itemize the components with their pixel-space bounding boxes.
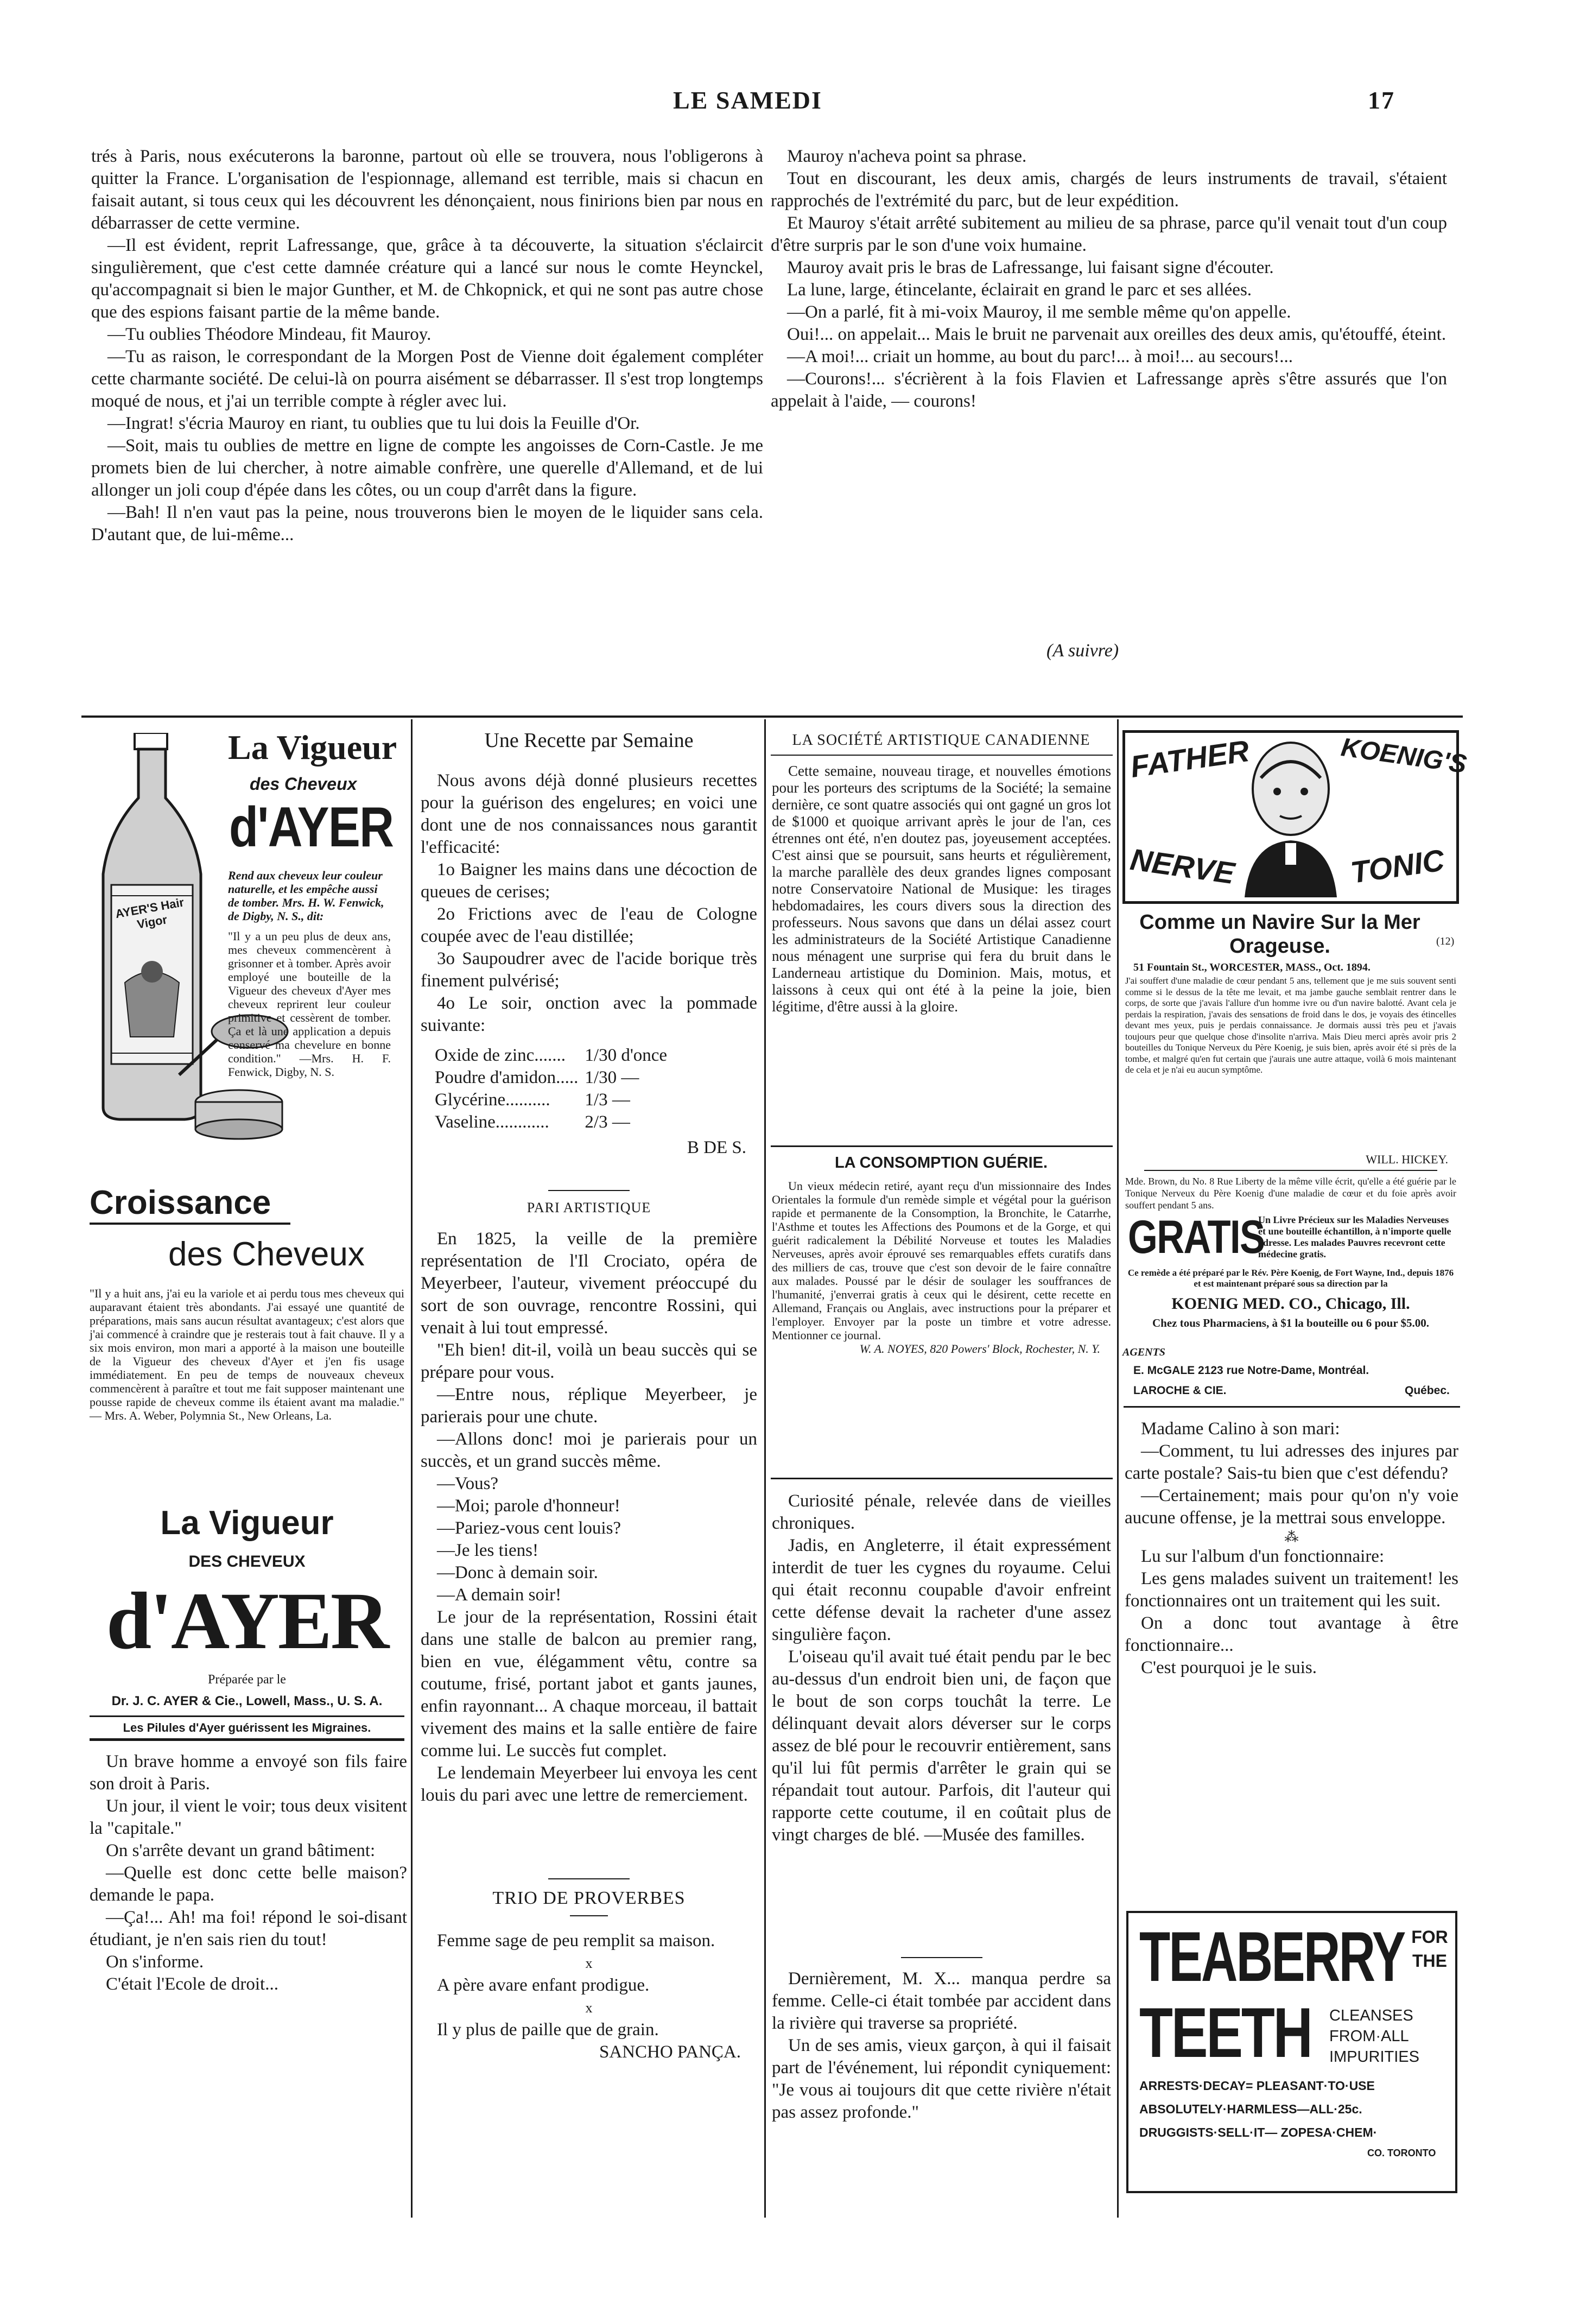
column-rule [411, 719, 413, 2218]
paragraph: La lune, large, étincelante, éclairait en grand le parc et ses allées. [787, 280, 1252, 300]
separator: x [585, 2000, 593, 2016]
paragraph: Dernièrement, M. X... manqua perdre sa femme. Celle-ci était tombée par accident dans la rivière qui traverse sa propriété. [772, 1969, 1111, 2033]
table-cell: Poudre d'amidon..... [435, 1068, 579, 1087]
paragraph: —Soit, mais tu oublies de mettre en ligne de compte les angoisses de Corn-Castle. Je me promets bien de lui chercher, à notre aimable confrère, une querelle d'Allemand, et de lui allonger un joli coup d'épée dans les côtes, ou un coup d'arrêt dans la figure. [91, 436, 763, 500]
paragraph: —Tu oublies Théodore Mindeau, fit Mauroy. [107, 325, 432, 344]
ayer-title: La Vigueur [228, 728, 397, 767]
paragraph: 3o Saupoudrer avec de l'acide borique très finement pulvérisé; [421, 949, 757, 991]
koenig-banner-nerve: NERVE [1128, 841, 1237, 891]
curiosite-article [772, 1490, 1111, 1846]
koenig-banner-tonic: TONIC [1348, 843, 1447, 890]
ayer-testimonial: "Il y a huit ans, j'ai eu la variole et ai perdu tous mes cheveux qui auparavant étaient très abondants. J'ai essayé une quantité de préparations, mais sans aucun résultat avantageux; c'est alors que j'ai commencé à craindre que je resterais tout à fait chauve. Il y a six mois environ, mon mari a apporté à la maison une bouteille de la Vigueur des cheveux d'Ayer et j'en fis usage immédiatement. En peu de temps de nouveaux cheveux commencèrent à paraître et tout me fait supposer maintenant une pousse rapide de cheveux comme ils étaient avant ma maladie." — Mrs. A. Weber, Polymnia St., New Orleans, La. [90, 1287, 404, 1422]
bottle-label: AYER'S Hair Vigor [114, 895, 185, 932]
pari-title: PARI ARTISTIQUE [526, 1200, 651, 1215]
paragraph: —Allons donc! moi je parierais pour un succès, et un grand succès même. [421, 1429, 757, 1471]
paragraph: C'était l'Ecole de droit... [106, 1974, 278, 1994]
section-divider [548, 1878, 630, 1879]
teaberry-word: TEABERRY [1139, 1917, 1405, 1996]
consomption-title: LA CONSOMPTION GUÉRIE. [834, 1154, 1048, 1172]
section-divider [81, 715, 1463, 718]
ad-divider [90, 1715, 404, 1717]
koenig-headline: Comme un Navire Sur la Mer Orageuse. [1139, 911, 1420, 958]
paragraph: —Ça!... Ah! ma foi! répond le soi-disant étudiant, je n'en sais rien du tout! [90, 1908, 407, 1949]
section-divider [901, 1957, 982, 1958]
title-rule [771, 755, 1113, 756]
teaberry-line-2: ABSOLUTELY·HARMLESS—ALL·25c. [1139, 2102, 1362, 2116]
consomption-body [772, 1179, 1111, 1356]
ayer-title-2: La Vigueur [160, 1504, 334, 1542]
table-cell: Oxide de zinc....... [435, 1046, 566, 1065]
koenig-banner-koenigs: KOENIG'S [1339, 733, 1469, 779]
koenig-company: KOENIG MED. CO., Chicago, Ill. [1171, 1295, 1410, 1313]
ayer-prepared: Préparée par le [208, 1673, 286, 1687]
paragraph: L'oiseau qu'il avait tué était pendu par le bec au-dessus d'un endroit bien uni, de façon que le bout de son corps touchât la terre. Le délinquant devait alors déverser sur le corps assez de blé pour le recouvrir entièrement, sans qu'il lui fût permis d'arrêter le grain qui se répandait tout autour. Parfois, dit l'auteur qui rapporte cette coutume, il en coûtait plus de vingt charges de blé. —Musée des familles. [772, 1647, 1111, 1845]
paragraph: Cette semaine, nouveau tirage, et nouvelles émotions pour les porteurs des scriptums de la Société; la semaine dernière, ce sont quatre associés qui ont gagné un gros lot de $1000 et quoique arrivant après le jour de l'an, ces étrennes ont été, n'en doutez pas, joyeusement acceptées. C'est ainsi que se poursuit, sans heurts et régulièrement, la marche parallèle des deux grandes lignes composant notre Conservatoire National de Musique: les tirages hebdomadaires, les cours divers sous la direction des professeurs. Nous savons que dans un délai assez court les administrateurs de la Société Artistique Canadienne nous ménagent une surprise qui fera du bruit dans le Landerneau artistique du Dominion. Mais, motus, et laissons à ceux qui ont été à la peine la joie, bien légitime, d'être aussi à la gloire. [772, 763, 1111, 1015]
koenig-agents-label: AGENTS [1122, 1346, 1165, 1358]
koenig-second-testimonial: Mde. Brown, du No. 8 Rue Liberty de la même ville écrit, qu'elle a été guérie par le Tonique Nerveux du Père Koenig d'une maladie de cœur et du foie après avoir souffert pendant 5 ans. [1125, 1176, 1456, 1211]
ayer-pills: Les Pilules d'Ayer guérissent les Migraines. [123, 1721, 371, 1734]
column-rule [1117, 719, 1119, 2218]
ayer-quote: "Il y a un peu plus de deux ans, mes cheveux commencèrent à grisonner et à tomber. Après avoir employé une bouteille de la Vigueur des cheveux d'Ayer mes cheveux reprirent leur couleur primitive et cessèrent de tomber. Ça et là une application a depuis conservé ma chevelure en bonne condition." —Mrs. H. F. Fenwick, Digby, N. S. [228, 929, 391, 1079]
paragraph: On a donc tout avantage à être fonctionnaire... [1125, 1613, 1458, 1655]
table-row [432, 1067, 670, 1089]
koenig-prep: Ce remède a été préparé par le Rév. Père Koenig, de Fort Wayne, Ind., depuis 1876 et est maintenant préparé sous sa direction par la [1127, 1268, 1454, 1289]
recette-table [432, 1044, 670, 1133]
page-number: 17 [1368, 86, 1395, 114]
page-header-title: LE SAMEDI [673, 86, 822, 114]
teaberry-line-1: ARRESTS·DECAY= PLEASANT·TO·USE [1139, 2079, 1375, 2093]
ayer-subtitle: des Cheveux [250, 774, 357, 794]
section-divider [1124, 1406, 1460, 1408]
paragraph: Le jour de la représentation, Rossini était dans une stalle de balcon au premier rang, bien en vue, élégamment vêtu, contre sa coutume, frisé, portant jabot et gants jaunes, enfin rayonnant... A chaque morceau, il battait vivement des mains et la salle entière de faire comme lui. Le succès fut complet. [421, 1607, 757, 1761]
top-right-column [771, 145, 1447, 413]
proverb: A père avare enfant prodigue. [437, 1975, 650, 1995]
teaberry-teeth: TEETH [1139, 1993, 1311, 2072]
ad-divider [1144, 1170, 1437, 1171]
ad-divider [90, 1738, 404, 1741]
teaberry-for-the: FOR THE [1411, 1927, 1448, 1971]
croissance-heading: Croissance [90, 1184, 271, 1221]
teaberry-line-4: CO. TORONTO [1367, 2148, 1436, 2158]
paragraph: —Pariez-vous cent louis? [437, 1518, 621, 1538]
paragraph: —Courons!... s'écrièrent à la fois Flavien et Lafressange après s'être assurés que l'on appelait à l'aide, — courons! [771, 369, 1447, 411]
paragraph: Jadis, en Angleterre, il était expressément interdit de tuer les cygnes du royaume. Celui qui était reconnu coupable d'avoir enfreint cette défense devait la racheter d'une assez singulière façon. [772, 1536, 1111, 1644]
recette-title: Une Recette par Semaine [484, 729, 694, 752]
koenig-gratis: GRATIS [1128, 1211, 1265, 1263]
ayer-brand: d'AYER [229, 796, 394, 859]
recette-signature: B DE S. [687, 1138, 746, 1157]
paragraph: Le lendemain Meyerbeer lui envoya les cent louis du pari avec une lettre de remerciement. [421, 1763, 757, 1805]
section-divider [548, 1190, 630, 1191]
paragraph: Un de ses amis, vieux garçon, à qui il faisait part de l'événement, lui répondit cyniquement: "Je vous ai toujours dit que cette rivière n'était pas assez profonde." [772, 2036, 1111, 2122]
paragraph: —Bah! Il n'en vaut pas la peine, nous trouverons bien le moyen de le liquider sans cela. D'autant que, de lui-même... [91, 503, 763, 544]
paragraph: On s'informe. [106, 1952, 204, 1972]
paragraph: Mauroy avait pris le bras de Lafressange, lui faisant signe d'écouter. [787, 258, 1274, 277]
ayer-maker: Dr. J. C. AYER & Cie., Lowell, Mass., U. S. A. [111, 1694, 383, 1708]
teaberry-advertisement [1126, 1911, 1457, 2193]
ayer-quote-intro: Rend aux cheveux leur couleur naturelle, et les empêche aussi de tomber. Mrs. H. W. Fenwick, de Digby, N. S., dit: [228, 869, 384, 923]
societe-title: LA SOCIÉTÉ ARTISTIQUE CANADIENNE [792, 732, 1090, 749]
koenig-agent-2: LAROCHE & CIE. [1133, 1384, 1227, 1397]
teaberry-cleanses: CLEANSES FROM·ALL IMPURITIES [1329, 2007, 1419, 2066]
paragraph: —Entre nous, réplique Meyerbeer, je parierais pour une chute. [421, 1385, 757, 1427]
koenig-num: (12) [1436, 935, 1455, 947]
curiosite-title: Curiosité pénale, relevée dans de vieilles chroniques. [772, 1491, 1111, 1533]
paragraph: Les gens malades suivent un traitement! les fonctionnaires ont un traitement qui les suit. [1125, 1569, 1458, 1611]
paragraph: —Moi; parole d'honneur! [437, 1496, 620, 1516]
heading-underline [90, 1223, 290, 1225]
societe-body [772, 763, 1111, 1015]
paragraph: —Comment, tu lui adresses des injures par carte postale? Sais-tu bien que c'est défendu? [1125, 1441, 1458, 1483]
section-divider [771, 1478, 1113, 1479]
paragraph: —Donc à demain soir. [437, 1563, 598, 1582]
paragraph: —Certainement; mais pour qu'on n'y voie aucune offense, je la mettrai sous enveloppe. [1125, 1486, 1458, 1528]
anecdote-ecole-de-droit [90, 1751, 407, 1996]
proverb: Femme sage de peu remplit sa maison. [437, 1931, 715, 1951]
table-row [432, 1089, 670, 1111]
trio-body [421, 1930, 757, 2063]
paragraph: —Quelle est donc cette belle maison? demande le papa. [90, 1863, 407, 1905]
paragraph: On s'arrête devant un grand bâtiment: [106, 1841, 376, 1860]
teaberry-line-3: DRUGGISTS·SELL·IT— ZOPESA·CHEM· [1139, 2125, 1378, 2139]
paragraph: 1o Baigner les mains dans une décoction de queues de cerises; [421, 860, 757, 902]
separator: x [585, 1955, 593, 1971]
paragraph: —A moi!... criait un homme, au bout du parc!... à moi!... au secours!... [787, 347, 1293, 366]
recette-body [421, 770, 757, 1159]
proverb: Il y plus de paille que de grain. [437, 2020, 659, 2040]
ayer-brand-2: d'AYER [106, 1576, 388, 1666]
paragraph: Lu sur l'album d'un fonctionnaire: [1141, 1547, 1385, 1566]
paragraph: Un brave homme a envoyé son fils faire son droit à Paris. [90, 1752, 407, 1794]
paragraph: —A demain soir! [437, 1585, 562, 1605]
paragraph: 2o Frictions avec de l'eau de Cologne coupée avec de l'eau distillée; [421, 904, 757, 946]
dernierement-article [772, 1968, 1111, 2124]
paragraph: En 1825, la veille de la première représentation de l'Il Crociato, opéra de Meyerbeer, l'auteur, vivement préoccupé du sort de son ouvrage, rencontre Rossini, qui venait à lui tout empressé. [421, 1229, 757, 1338]
koenig-signer: WILL. HICKEY. [1366, 1152, 1448, 1166]
paragraph: Mauroy n'acheva point sa phrase. [787, 147, 1027, 166]
calino-anecdote [1125, 1418, 1458, 1679]
table-cell: Vaseline............ [435, 1112, 549, 1132]
paragraph: —Tu as raison, le correspondant de la Morgen Post de Vienne doit également compléter cette charmante société. De celui-là on pourra aisément se débarrasser. Il s'est trop longtemps moqué de nous, et j'ai un terrible compte à régler avec lui. [91, 347, 763, 411]
section-divider [771, 1145, 1113, 1147]
title-rule [570, 1915, 608, 1916]
koenig-gratis-text: Un Livre Précieux sur les Maladies Nerveuses et une bouteille échantillon, à n'importe quelle adresse. Les malades Pauvres recevront cette médecine gratis. [1258, 1214, 1451, 1259]
paragraph: Tout en discourant, les deux amis, chargés de leurs instruments de travail, s'étaient rapprochés de l'extrémité du parc, but de leur expédition. [771, 169, 1447, 211]
koenig-body: J'ai souffert d'une maladie de cœur pendant 5 ans, tellement que je me suis souvent senti comme si le dessus de la tête me levait, et ma jambe gauche semblait rentrer dans le corps, de sorte que j'avais l'allure d'un homme ivre ou d'un navire balotté. Avant cela je perdais la respiration, j'avais des sensations de froid dans le dos, je voyais des étincelles devant mes yeux, puis je perdais connaissance. Je dormais aussi très peu et j'avais toujours peur que quelque chose d'insolite n'arriva. Mais Dieu merci après avoir pris 2 bouteilles du Tonique Nerveux du Père Koenig, je suis bien, après avoir été si près de la tombe, et malgré qu'en fut certain que j'aurais une autre attaque, voilà 6 mois maintenant de cela et je n'ai eu aucun symptôme. [1125, 976, 1456, 1075]
a-suivre: (A suivre) [1046, 641, 1119, 661]
koenig-banner-father: FATHER [1128, 733, 1252, 784]
consomption-address: W. A. NOYES, 820 Powers' Block, Rochester, N. Y. [859, 1342, 1100, 1356]
paragraph: —Il est évident, reprit Lafressange, que, grâce à ta découverte, la situation s'éclaircit singulièrement, que c'est cette damnée créature qui a lancé sur nous le comte Heynckel, qu'accompagnait si bien le major Gunther, et M. de Chkopnick, et qui ne sont pas autre chose que des espions faisant partie de la même bande. [91, 236, 763, 322]
ayer-advertisement [87, 727, 407, 1824]
top-left-column [91, 145, 763, 546]
paragraph: trés à Paris, nous exécuterons la baronne, partout où elle se trouvera, nous l'obligerons à quitter la France. L'organisation de l'espionnage, allemand est terrible, mais si chacun en faisait autant, si tous ceux qui les découvrent les dénonçaient, nous finirions bien par nous en débarrasser de cette vermine. [91, 147, 763, 233]
paragraph: —Vous? [437, 1474, 499, 1493]
ayer-subtitle-2: DES CHEVEUX [188, 1553, 306, 1571]
table-cell: 1/30 — [585, 1068, 639, 1087]
table-cell: 1/30 d'once [585, 1046, 668, 1065]
koenig-agent-2-city: Québec. [1405, 1384, 1450, 1397]
table-row [432, 1044, 670, 1067]
paragraph: —Je les tiens! [437, 1541, 538, 1560]
table-cell: Glycérine.......... [435, 1090, 550, 1110]
paragraph: —Ingrat! s'écria Mauroy en riant, tu oublies que tu lui dois la Feuille d'Or. [107, 414, 640, 433]
table-cell: 1/3 — [585, 1090, 630, 1110]
koenig-dateline: 51 Fountain St., WORCESTER, MASS., Oct. 1894. [1133, 961, 1371, 973]
pari-body [421, 1228, 757, 1807]
paragraph: C'est pourquoi je le suis. [1141, 1658, 1317, 1677]
father-koenig-portrait [1239, 740, 1342, 897]
paragraph: 4o Le soir, onction avec la pommade suivante: [421, 993, 757, 1035]
asterism: ⁂ [1284, 1529, 1299, 1545]
paragraph: Et Mauroy s'était arrêté subitement au milieu de sa phrase, parce qu'il venait tout d'un coup d'être surpris par le son d'une voix humaine. [771, 213, 1447, 255]
koenig-price: Chez tous Pharmaciens, à $1 la bouteille ou 6 pour $5.00. [1152, 1316, 1430, 1329]
paragraph: Madame Calino à son mari: [1141, 1419, 1340, 1439]
trio-title: TRIO DE PROVERBES [492, 1888, 686, 1908]
table-cell: 2/3 — [585, 1112, 630, 1132]
trio-signature: SANCHO PANÇA. [599, 2042, 741, 2062]
table-row [432, 1111, 670, 1133]
paragraph: Un jour, il vient le voir; tous deux visitent la "capitale." [90, 1796, 407, 1838]
koenig-agent-1: E. McGALE 2123 rue Notre-Dame, Montréal. [1133, 1364, 1369, 1377]
paragraph: Oui!... on appelait... Mais le bruit ne parvenait aux oreilles des deux amis, qu'étouffé, éteint. [787, 325, 1447, 344]
paragraph: Un vieux médecin retiré, ayant reçu d'un missionnaire des Indes Orientales la formule d'un remède simple et végétal pour la guérison rapide et permanente de la Consomption, la Bronchite, le Catarrhe, l'Asthme et toutes les Affections des Poumons et de la Gorge, et qui guérit radicalement la Débilité Norveuse et toutes les Maladies Nerveuses, après avoir éprouvé ses remarquables effets curatifs dans des milliers de cas, trouve que c'est son devoir de le faire connaître aux malades. Poussé par le désir de soulager les souffrances de l'humanité, j'enverrai gratis à ceux qui le désirent, cette recette en Allemand, Français ou Anglais, avec instructions pour la préparer et l'employer. Envoyer par la poste un timbre et votre adresse. Mentionner ce journal. [772, 1179, 1111, 1342]
croissance-subheading: des Cheveux [168, 1236, 365, 1273]
paragraph: "Eh bien! dit-il, voilà un beau succès qui se prépare pour vous. [421, 1340, 757, 1382]
paragraph: Nous avons déjà donné plusieurs recettes pour la guérison des engelures; en voici une dont une de nos connaissances nous garantit l'efficacité: [421, 771, 757, 857]
column-rule [764, 719, 766, 2218]
paragraph: —On a parlé, fit à mi-voix Mauroy, il me semble même qu'on appelle. [787, 302, 1291, 322]
